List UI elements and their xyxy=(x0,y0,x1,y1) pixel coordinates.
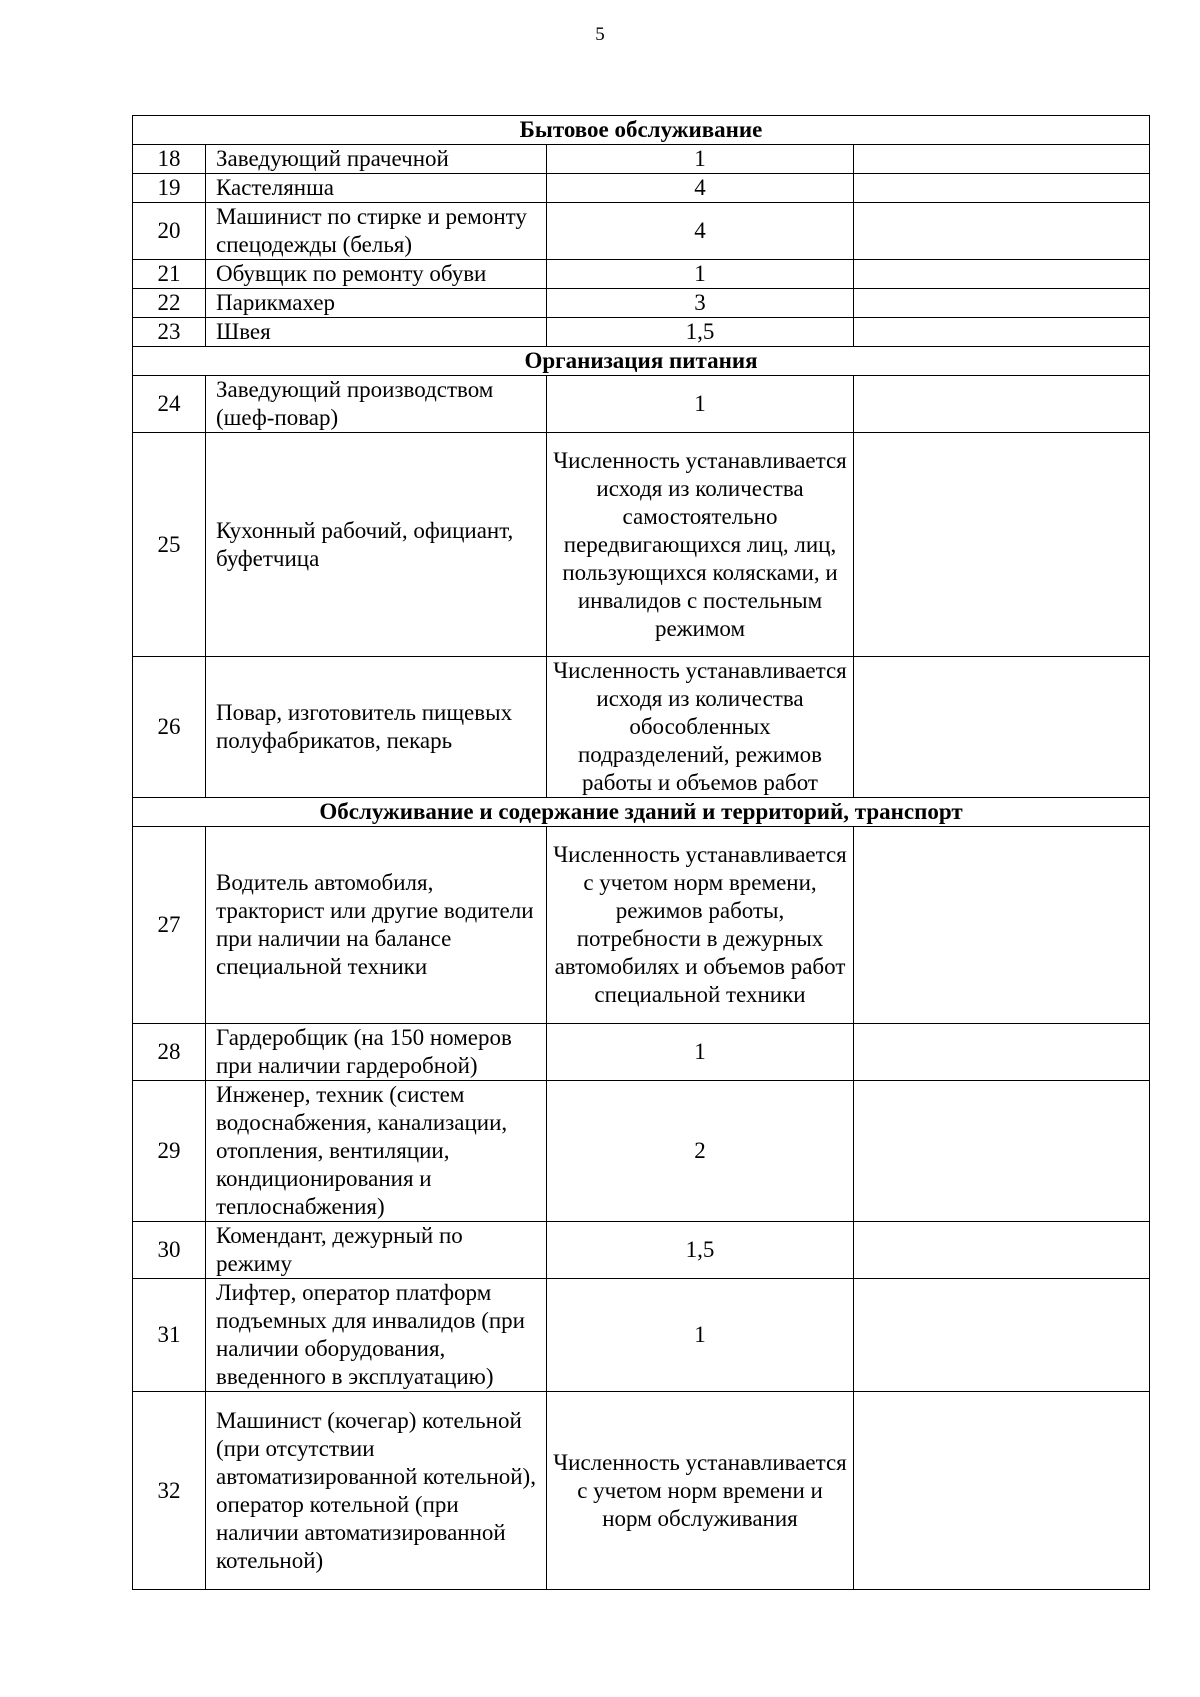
staff-quantity: 3 xyxy=(547,289,854,318)
staff-quantity: 1 xyxy=(547,1024,854,1081)
position-name: Заведующий производством (шеф-повар) xyxy=(206,376,547,433)
row-number: 19 xyxy=(133,174,206,203)
position-name: Обувщик по ремонту обуви xyxy=(206,260,547,289)
notes-cell xyxy=(854,657,1150,798)
row-number: 23 xyxy=(133,318,206,347)
table-row xyxy=(133,1392,1150,1590)
staff-quantity: Численность устанавливается исходя из количества обособленных подразделений, режимов работы и объемов работ xyxy=(547,657,854,798)
table-row xyxy=(133,260,1150,289)
section-header xyxy=(133,116,1150,145)
row-number: 32 xyxy=(133,1392,206,1590)
notes-cell xyxy=(854,433,1150,657)
section-header xyxy=(133,798,1150,827)
staff-quantity: Численность устанавливается исходя из количества самостоятельно передвигающихся лиц, лиц, пользующихся колясками, и инвалидов с постельным режимом xyxy=(547,433,854,657)
table-row xyxy=(133,433,1150,657)
table-row xyxy=(133,1222,1150,1279)
table-row xyxy=(133,203,1150,260)
position-name: Комендант, дежурный по режиму xyxy=(206,1222,547,1279)
position-name: Парикмахер xyxy=(206,289,547,318)
notes-cell xyxy=(854,376,1150,433)
position-name: Швея xyxy=(206,318,547,347)
notes-cell xyxy=(854,1392,1150,1590)
staff-quantity: 1 xyxy=(547,260,854,289)
staff-quantity: 4 xyxy=(547,174,854,203)
position-name: Машинист (кочегар) котельной (при отсутствии автоматизированной котельной), оператор котельной (при наличии автоматизированной котельной) xyxy=(206,1392,547,1590)
staff-quantity: 1 xyxy=(547,376,854,433)
notes-cell xyxy=(854,174,1150,203)
notes-cell xyxy=(854,203,1150,260)
row-number: 29 xyxy=(133,1081,206,1222)
row-number: 22 xyxy=(133,289,206,318)
table-row xyxy=(133,1024,1150,1081)
section-header xyxy=(133,347,1150,376)
position-name: Водитель автомобиля, тракторист или другие водители при наличии на балансе специальной техники xyxy=(206,827,547,1024)
row-number: 25 xyxy=(133,433,206,657)
staff-quantity: 1,5 xyxy=(547,1222,854,1279)
row-number: 24 xyxy=(133,376,206,433)
notes-cell xyxy=(854,260,1150,289)
section-title: Обслуживание и содержание зданий и территорий, транспорт xyxy=(133,798,1150,827)
table-row xyxy=(133,1081,1150,1222)
table-row xyxy=(133,174,1150,203)
row-number: 26 xyxy=(133,657,206,798)
staff-quantity: 4 xyxy=(547,203,854,260)
staff-quantity: Численность устанавливается с учетом норм времени, режимов работы, потребности в дежурных автомобилях и объемов работ специальной техники xyxy=(547,827,854,1024)
position-name: Инженер, техник (систем водоснабжения, канализации, отопления, вентиляции, кондиционирования и теплоснабжения) xyxy=(206,1081,547,1222)
notes-cell xyxy=(854,289,1150,318)
position-name: Заведующий прачечной xyxy=(206,145,547,174)
staff-quantity: 1 xyxy=(547,1279,854,1392)
table-row xyxy=(133,1279,1150,1392)
table-row xyxy=(133,376,1150,433)
notes-cell xyxy=(854,1279,1150,1392)
table-row xyxy=(133,289,1150,318)
row-number: 18 xyxy=(133,145,206,174)
table-row xyxy=(133,827,1150,1024)
section-title: Организация питания xyxy=(133,347,1150,376)
row-number: 20 xyxy=(133,203,206,260)
row-number: 27 xyxy=(133,827,206,1024)
staff-quantity: Численность устанавливается с учетом норм времени и норм обслуживания xyxy=(547,1392,854,1590)
notes-cell xyxy=(854,145,1150,174)
position-name: Повар, изготовитель пищевых полуфабрикатов, пекарь xyxy=(206,657,547,798)
table-row xyxy=(133,657,1150,798)
staff-quantity: 2 xyxy=(547,1081,854,1222)
notes-cell xyxy=(854,1024,1150,1081)
notes-cell xyxy=(854,1081,1150,1222)
position-name: Кухонный рабочий, официант, буфетчица xyxy=(206,433,547,657)
position-name: Лифтер, оператор платформ подъемных для инвалидов (при наличии оборудования, введенного в эксплуатацию) xyxy=(206,1279,547,1392)
row-number: 30 xyxy=(133,1222,206,1279)
staff-quantity: 1,5 xyxy=(547,318,854,347)
row-number: 28 xyxy=(133,1024,206,1081)
row-number: 21 xyxy=(133,260,206,289)
section-title: Бытовое обслуживание xyxy=(133,116,1150,145)
table-row xyxy=(133,318,1150,347)
staffing-table xyxy=(132,115,1150,1590)
notes-cell xyxy=(854,827,1150,1024)
position-name: Кастелянша xyxy=(206,174,547,203)
notes-cell xyxy=(854,1222,1150,1279)
row-number: 31 xyxy=(133,1279,206,1392)
position-name: Машинист по стирке и ремонту спецодежды (белья) xyxy=(206,203,547,260)
position-name: Гардеробщик (на 150 номеров при наличии гардеробной) xyxy=(206,1024,547,1081)
staff-quantity: 1 xyxy=(547,145,854,174)
table-row xyxy=(133,145,1150,174)
notes-cell xyxy=(854,318,1150,347)
page-number: 5 xyxy=(595,24,605,45)
